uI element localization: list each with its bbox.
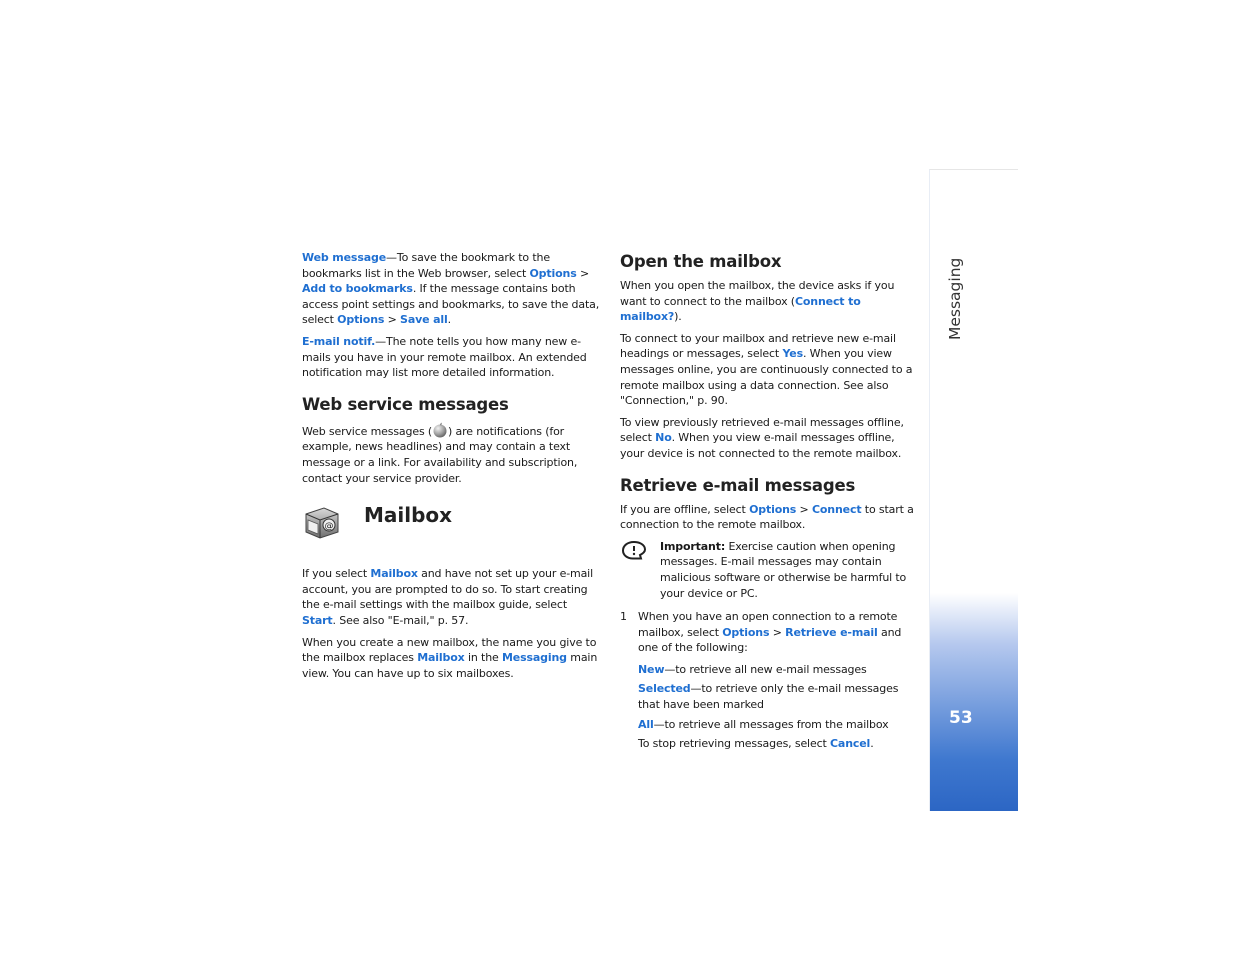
section-sidebar xyxy=(929,169,1018,811)
step-1 xyxy=(620,609,920,756)
retrieve-steps xyxy=(620,609,920,756)
open-paragraph-3: To view previously retrieved e-mail messages offline, select No. When you view e-mail messages offline, your device is not connected to the remote mailbox. xyxy=(620,415,904,460)
messaging-term: Messaging xyxy=(501,651,567,665)
cancel-term: Cancel xyxy=(830,737,871,751)
page-number: 53 xyxy=(949,708,973,728)
option-selected: Selected—to retrieve only the e-mail messages that have been marked xyxy=(638,682,899,712)
email-notif-paragraph: E-mail notif.—The note tells you how many new e-mails you have in your remote mailbox. An extended notification may list more detailed information. xyxy=(302,334,587,380)
email-notif-term: E-mail notif. xyxy=(302,334,376,348)
retrieve-heading: Retrieve e-mail messages xyxy=(620,475,856,495)
mailbox-icon xyxy=(302,504,340,540)
options-term: Options xyxy=(337,313,385,327)
no-term: No xyxy=(655,431,672,445)
connect-term: Connect xyxy=(811,502,862,516)
web-message-paragraph: Web message—To save the bookmark to the bookmarks list in the Web browser, select Options > Add to bookmarks. If the message contains both access point settings and bookmarks, to save the data, select Options > Save all. xyxy=(302,251,600,327)
new-term: New xyxy=(638,662,665,676)
web-service-paragraph: Web service messages ( ) are notifications (for example, news headlines) and may contain a text message or a link. For availability and subscription, contact your service provider. xyxy=(302,422,602,486)
step-1-text: When you have an open connection to a remote mailbox, select Options > Retrieve e-mail and one of the following: xyxy=(638,610,902,655)
all-term: All xyxy=(638,717,654,731)
section-label: Messaging xyxy=(946,257,964,340)
section-label-container xyxy=(946,257,966,430)
web-service-heading: Web service messages xyxy=(302,394,509,414)
options-term: Options xyxy=(749,502,797,516)
web-service-icon xyxy=(432,422,448,438)
important-label: Important: xyxy=(660,539,726,553)
yes-term: Yes xyxy=(782,347,803,361)
save-all-term: Save all xyxy=(400,313,448,327)
mailbox-section-header xyxy=(302,502,602,544)
option-new: New—to retrieve all new e-mail messages xyxy=(638,662,867,676)
left-column xyxy=(302,250,602,687)
mailbox-paragraph-2: When you create a new mailbox, the name you give to the mailbox replaces Mailbox in the Messaging main view. You can have up to six mailboxes. xyxy=(302,635,598,680)
svg-text:@: @ xyxy=(324,521,334,532)
important-text: Important: Exercise caution when opening messages. E-mail messages may contain malicious software or otherwise be harmful to your device or PC. xyxy=(660,539,907,600)
step-number: 1 xyxy=(620,610,627,624)
selected-term: Selected xyxy=(638,682,691,696)
option-all: All—to retrieve all messages from the mailbox xyxy=(638,717,889,731)
retrieve-email-term: Retrieve e-mail xyxy=(785,625,878,639)
web-message-term: Web message xyxy=(302,251,387,264)
options-term: Options xyxy=(722,625,770,639)
options-term: Options xyxy=(529,266,577,280)
right-column xyxy=(620,250,920,756)
mailbox-term: Mailbox xyxy=(417,651,465,665)
connect-to-mailbox-term: Connect to mailbox? xyxy=(620,294,861,324)
open-mailbox-heading: Open the mailbox xyxy=(620,252,782,271)
start-term: Start xyxy=(302,613,333,627)
mailbox-heading: Mailbox xyxy=(364,503,453,528)
stop-paragraph: To stop retrieving messages, select Cancel. xyxy=(638,737,874,751)
retrieve-paragraph: If you are offline, select Options > Connect to start a connection to the remote mailbox. xyxy=(620,502,914,532)
mailbox-term: Mailbox xyxy=(370,567,418,581)
important-icon xyxy=(620,539,648,561)
open-paragraph-1: When you open the mailbox, the device asks if you want to connect to the mailbox (Connect to mailbox?). xyxy=(620,279,895,324)
important-note xyxy=(620,539,920,601)
add-to-bookmarks-term: Add to bookmarks xyxy=(302,282,413,296)
open-paragraph-2: To connect to your mailbox and retrieve new e-mail headings or messages, select Yes. When you view messages online, you are continuously connected to a remote mailbox using a data connection. See also "Connection," p. 90. xyxy=(620,331,913,408)
mailbox-paragraph-1: If you select Mailbox and have not set up your e-mail account, you are prompted to do so. To start creating the e-mail settings with the mailbox guide, select Start. See also "E-mail," p. 57. xyxy=(302,567,593,627)
